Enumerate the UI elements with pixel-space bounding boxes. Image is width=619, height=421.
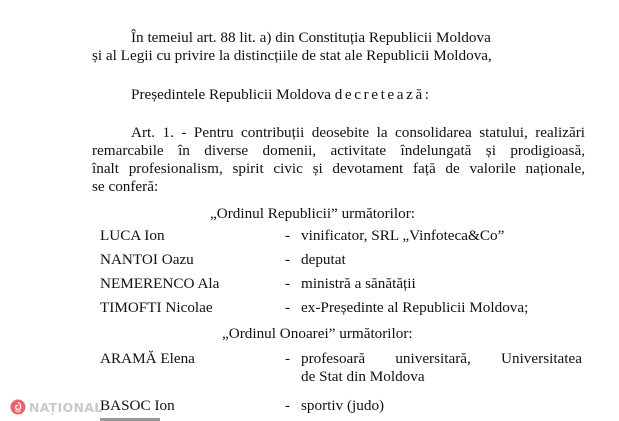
watermark-text: NAȚIONAL: [29, 399, 103, 415]
recipient-dash: -: [285, 227, 291, 244]
recipient-dash: -: [285, 397, 291, 414]
recipient-description: deputat: [301, 251, 346, 268]
preamble-line-2: și al Legii cu privire la distincțiile de stat ale Republicii Moldova,: [92, 47, 492, 64]
president-line: [131, 86, 432, 104]
article1-line-4: se conferă:: [92, 178, 159, 195]
order-honor-heading: „Ordinul Onoarei” următorilor:: [222, 325, 413, 342]
recipient-description: ministră a sănătății: [301, 275, 416, 292]
recipient-name: ARAMĂ Elena: [100, 350, 195, 367]
recipient-dash: -: [285, 251, 291, 268]
president-label: Președintele Republicii Moldova: [131, 86, 331, 103]
recipient-dash: -: [285, 275, 291, 292]
recipient-description: ex-Președinte al Republicii Moldova;: [301, 299, 529, 316]
recipient-dash: -: [285, 299, 291, 316]
recipient-description: profesoară universitară, Universitatea: [301, 350, 582, 367]
recipient-description: sportiv (judo): [301, 397, 385, 414]
recipient-name: LUCA Ion: [100, 227, 165, 244]
recipient-name: NEMERENCO Ala: [100, 275, 220, 292]
recipient-dash: -: [285, 350, 291, 367]
recipient-name: BASOC Ion: [100, 397, 175, 414]
order-republic-heading: „Ordinul Republicii” următorilor:: [210, 205, 415, 222]
recipient-name: NANTOI Oazu: [100, 251, 194, 268]
article1-line-1: Art. 1. - Pentru contribuții deosebite la consolidarea statului, realizări: [131, 124, 585, 141]
article1-line-2: remarcabile în diverse domenii, activitate îndelungată și prodigioasă,: [92, 142, 585, 159]
recipient-description-continued: de Stat din Moldova: [301, 368, 425, 385]
recipient-description: vinificator, SRL „Vinfoteca&Co”: [301, 227, 505, 244]
cut-off-next-line: [100, 416, 170, 421]
preamble-line-1: În temeiul art. 88 lit. a) din Constituția Republicii Moldova: [131, 29, 491, 46]
watermark-logo: [10, 398, 102, 416]
rose-logo-icon: [10, 399, 26, 415]
recipient-name: TIMOFTI Nicolae: [100, 299, 213, 316]
decree-verb: decretează:: [334, 86, 432, 103]
article1-line-3: înalt profesionalism, spirit civic și devotament față de valorile naționale,: [92, 160, 585, 177]
